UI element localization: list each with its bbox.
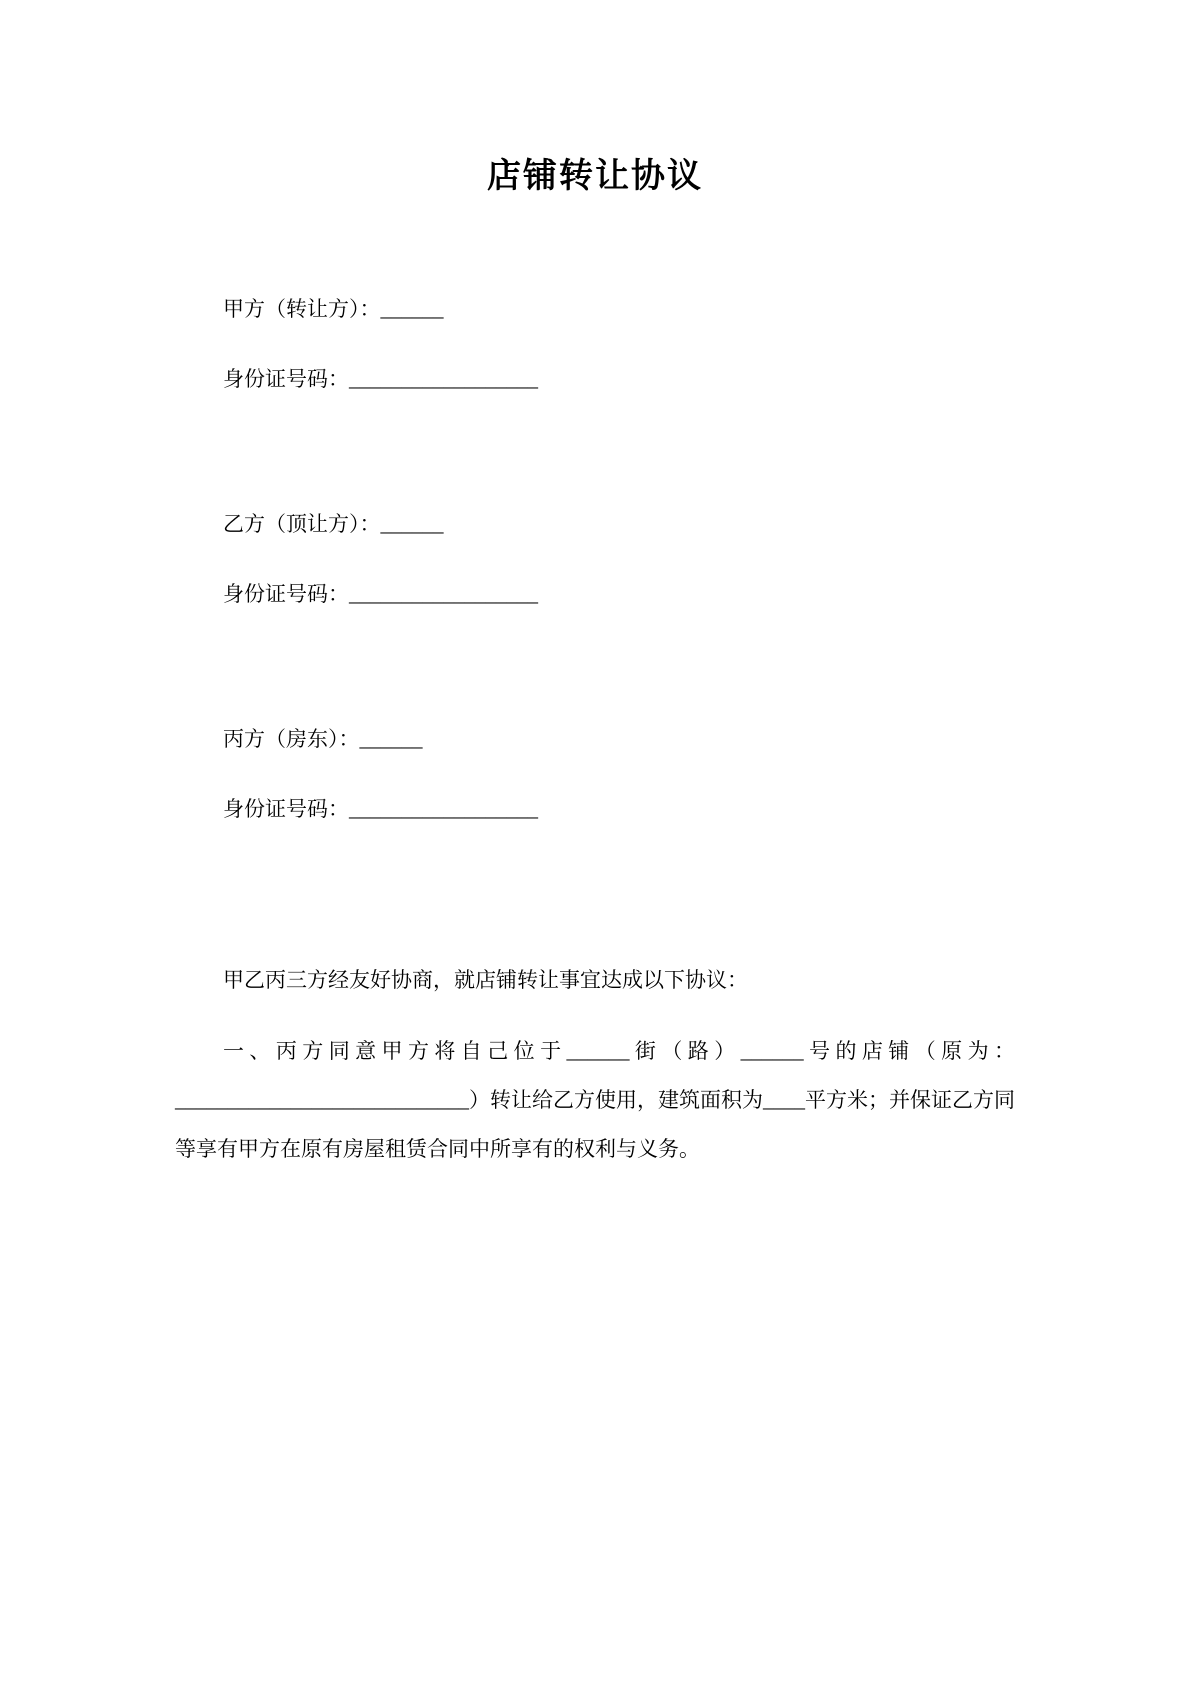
spacer bbox=[175, 863, 1015, 959]
agreement-intro: 甲乙丙三方经友好协商，就店铺转让事宜达成以下协议： bbox=[223, 967, 748, 992]
document-body bbox=[0, 293, 1190, 1175]
party-id-line: 身份证号码：__________________ bbox=[223, 581, 538, 606]
party-block-transferee bbox=[175, 508, 1015, 611]
party-name-line: 甲方（转让方）：______ bbox=[223, 297, 444, 321]
clause-1: 一、丙方同意甲方将自己位于______街（路）______号的店铺（原为：____________________________）转让给乙方使用，建筑面积为____平方米；并保证乙方同等享有甲方在原有房屋租赁合同中所享有的权利与义务。 bbox=[175, 1038, 1015, 1162]
party-id-line: 身份证号码：__________________ bbox=[223, 796, 538, 821]
party-name-line: 丙方（房东）：______ bbox=[223, 727, 423, 752]
spacer bbox=[175, 432, 1015, 508]
party-block-landlord bbox=[175, 723, 1015, 826]
spacer bbox=[175, 647, 1015, 723]
party-block-transferor bbox=[175, 293, 1015, 396]
page-title: 店铺转让协议 bbox=[487, 156, 703, 196]
party-id-line: 身份证号码：__________________ bbox=[223, 366, 538, 391]
party-name-line: 乙方（顶让方）：______ bbox=[223, 512, 444, 537]
